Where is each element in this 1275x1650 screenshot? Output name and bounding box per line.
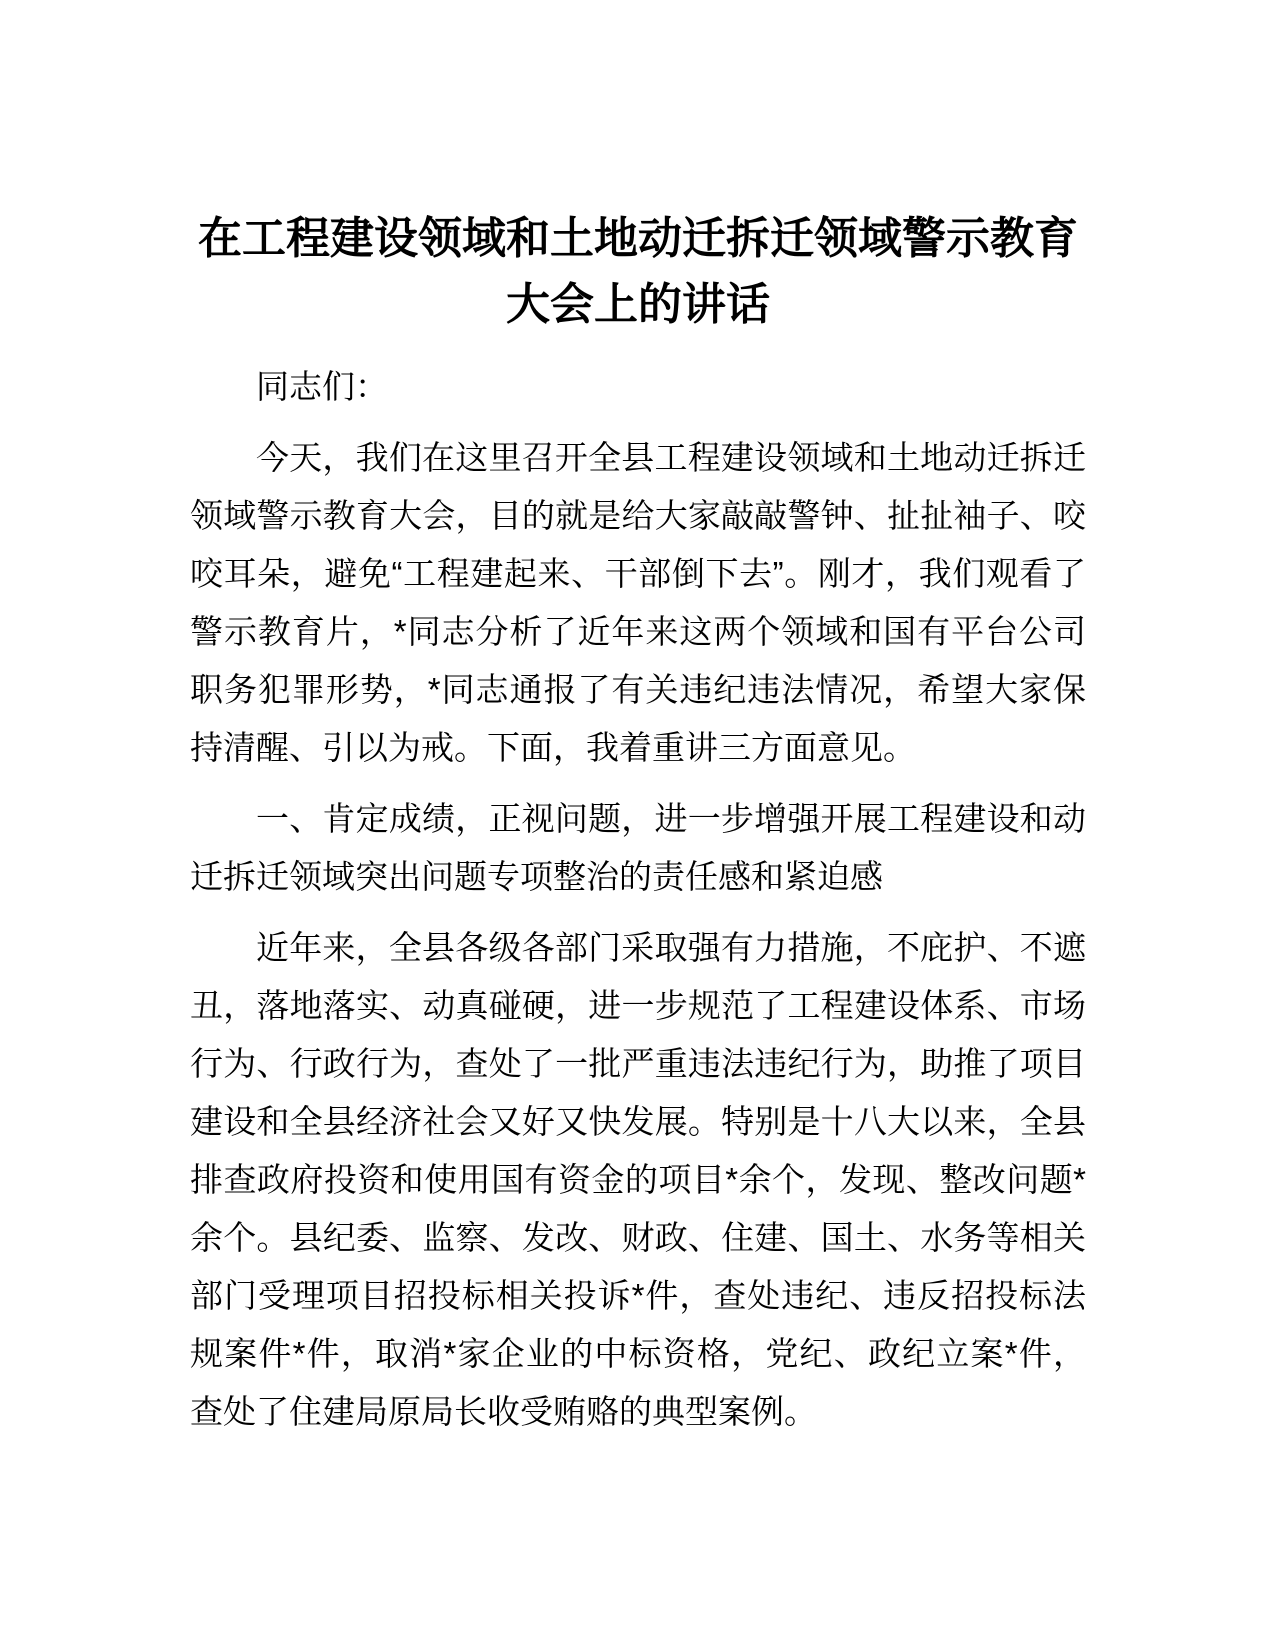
achievements-paragraph: 近年来，全县各级各部门采取强有力措施，不庇护、不遮丑，落地落实、动真碰硬，进一步规范了工程建设体系、市场行为、行政行为，查处了一批严重违法违纪行为，助推了项目建设和全县经济社会又好又快发展。特别是十八大以来，全县排查政府投资和使用国有资金的项目*余个，发现、整改问题*余个。县纪委、监察、发改、财政、住建、国土、水务等相关部门受理项目招投标相关投诉*件，查处违纪、违反招投标法规案件*件，取消*家企业的中标资格，党纪、政纪立案*件，查处了住建局原局长收受贿赂的典型案例。	[190, 929, 1086, 1430]
section-heading-1: 一、肯定成绩，正视问题，进一步增强开展工程建设和动迁拆迁领域突出问题专项整治的责任感和紧迫感	[190, 800, 1086, 895]
document-title: 在工程建设领域和土地动迁拆迁领域警示教育大会上的讲话	[198, 214, 1078, 329]
intro-paragraph: 今天，我们在这里召开全县工程建设领域和土地动迁拆迁领域警示教育大会，目的就是给大家敲敲警钟、扯扯袖子、咬咬耳朵，避免“工程建起来、干部倒下去”。刚才，我们观看了警示教育片，*同志分析了近年来这两个领域和国有平台公司职务犯罪形势，*同志通报了有关违纪违法情况，希望大家保持清醒、引以为戒。下面，我着重讲三方面意见。	[190, 439, 1086, 766]
salutation-paragraph: 同志们：	[256, 368, 388, 405]
